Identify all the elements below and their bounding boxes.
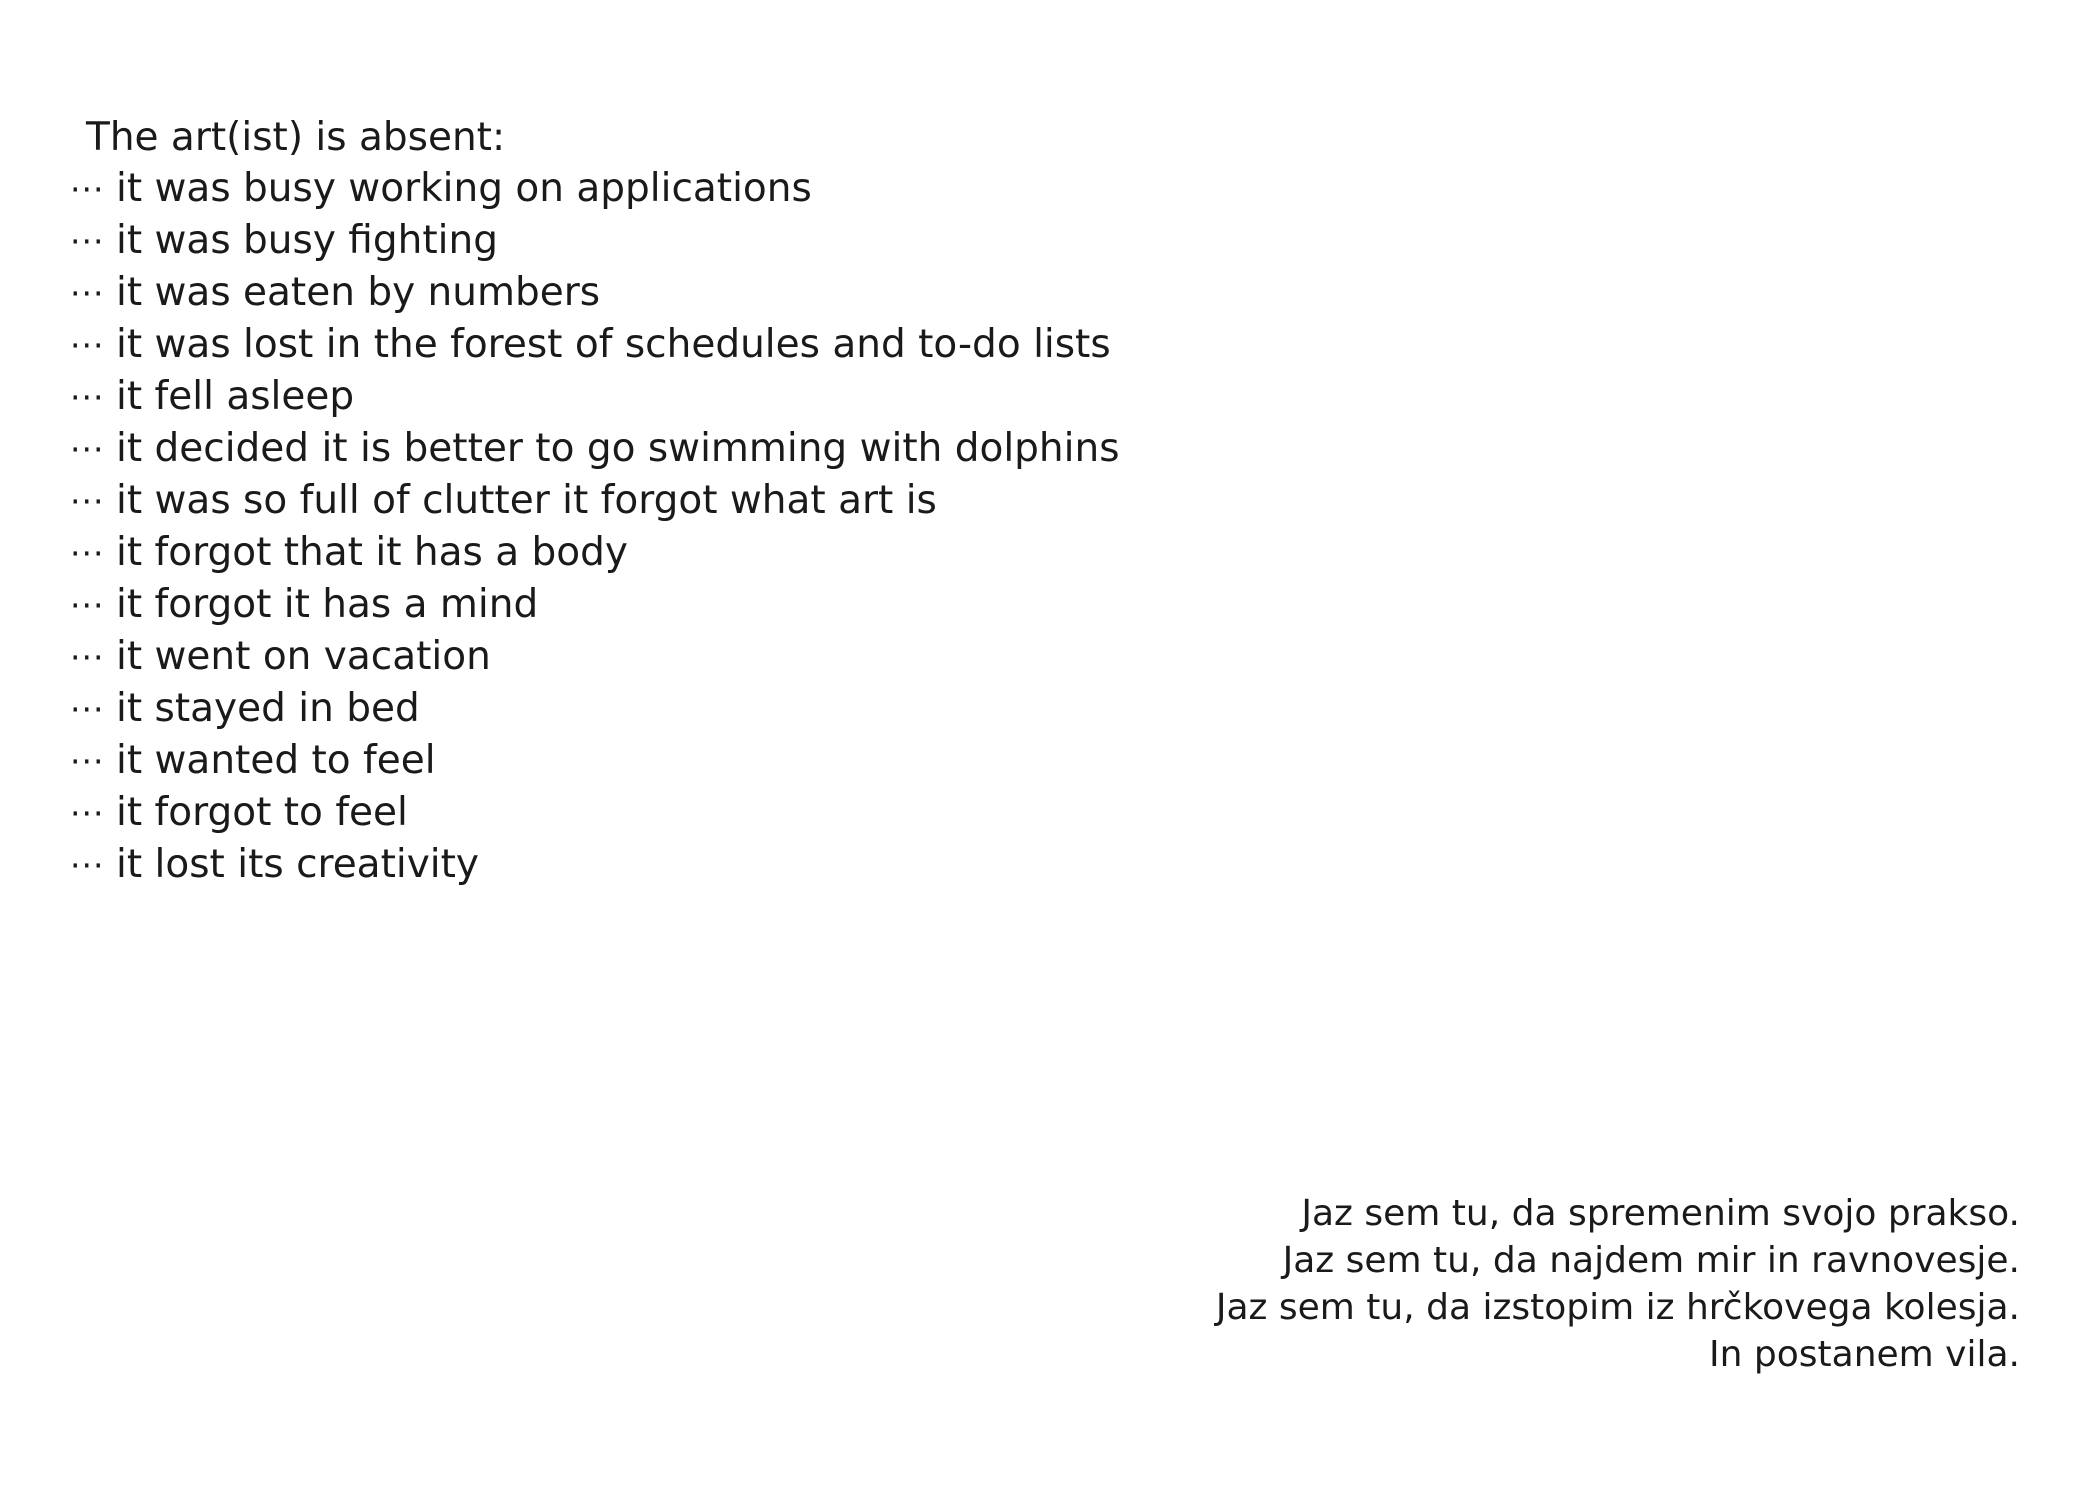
poem-line xyxy=(70,527,1320,579)
ellipsis-bullet-icon: ··· xyxy=(70,482,105,521)
poem-line xyxy=(70,631,1320,683)
ellipsis-bullet-icon: ··· xyxy=(70,430,105,469)
ellipsis-bullet-icon: ··· xyxy=(70,638,105,677)
poem-title: The art(ist) is absent: xyxy=(86,115,506,160)
poem-line xyxy=(70,839,1320,891)
ellipsis-bullet-icon: ··· xyxy=(70,742,105,781)
poem-line xyxy=(70,423,1320,475)
ellipsis-bullet-icon: ··· xyxy=(70,586,105,625)
closing-line: Jaz sem tu, da izstopim iz hrčkovega kolesja. xyxy=(1215,1287,2020,1328)
poem-line xyxy=(70,371,1320,423)
closing-line: Jaz sem tu, da najdem mir in ravnovesje. xyxy=(1282,1240,2020,1281)
poem-line-text: it fell asleep xyxy=(116,374,355,419)
closing-statement-block xyxy=(1020,1190,2020,1378)
poem-line-text: it was busy working on applications xyxy=(116,166,812,211)
poem-line-text: it forgot to feel xyxy=(116,790,408,835)
poem-line-text: it forgot it has a mind xyxy=(116,582,539,627)
ellipsis-bullet-icon: ··· xyxy=(70,170,105,209)
ellipsis-bullet-icon: ··· xyxy=(70,326,105,365)
poem-line xyxy=(70,267,1320,319)
poem-line-text: it went on vacation xyxy=(116,634,491,679)
poem-line xyxy=(70,579,1320,631)
poem-block xyxy=(70,112,1320,891)
poem-line-text: it wanted to feel xyxy=(116,738,436,783)
poem-line-text: it was so full of clutter it forgot what art is xyxy=(116,478,937,523)
poem-line xyxy=(70,787,1320,839)
ellipsis-bullet-icon: ··· xyxy=(70,534,105,573)
poem-line-list xyxy=(70,163,1320,891)
closing-line: In postanem vila. xyxy=(1709,1334,2020,1375)
ellipsis-bullet-icon: ··· xyxy=(70,378,105,417)
ellipsis-bullet-icon: ··· xyxy=(70,794,105,833)
ellipsis-bullet-icon: ··· xyxy=(70,846,105,885)
closing-line: Jaz sem tu, da spremenim svojo prakso. xyxy=(1301,1193,2020,1234)
poem-line-text: it forgot that it has a body xyxy=(116,530,628,575)
poem-line xyxy=(70,735,1320,787)
poem-line xyxy=(70,215,1320,267)
ellipsis-bullet-icon: ··· xyxy=(70,222,105,261)
poem-line-text: it was busy fighting xyxy=(116,218,498,263)
poem-line xyxy=(70,319,1320,371)
poem-line-text: it stayed in bed xyxy=(116,686,420,731)
poem-line xyxy=(70,475,1320,527)
poem-line-text: it was lost in the forest of schedules and to-do lists xyxy=(116,322,1111,367)
poem-line xyxy=(70,683,1320,735)
poem-line-text: it was eaten by numbers xyxy=(116,270,601,315)
poem-line-text: it lost its creativity xyxy=(116,842,479,887)
poem-line-text: it decided it is better to go swimming with dolphins xyxy=(116,426,1120,471)
ellipsis-bullet-icon: ··· xyxy=(70,274,105,313)
ellipsis-bullet-icon: ··· xyxy=(70,690,105,729)
poem-line xyxy=(70,163,1320,215)
